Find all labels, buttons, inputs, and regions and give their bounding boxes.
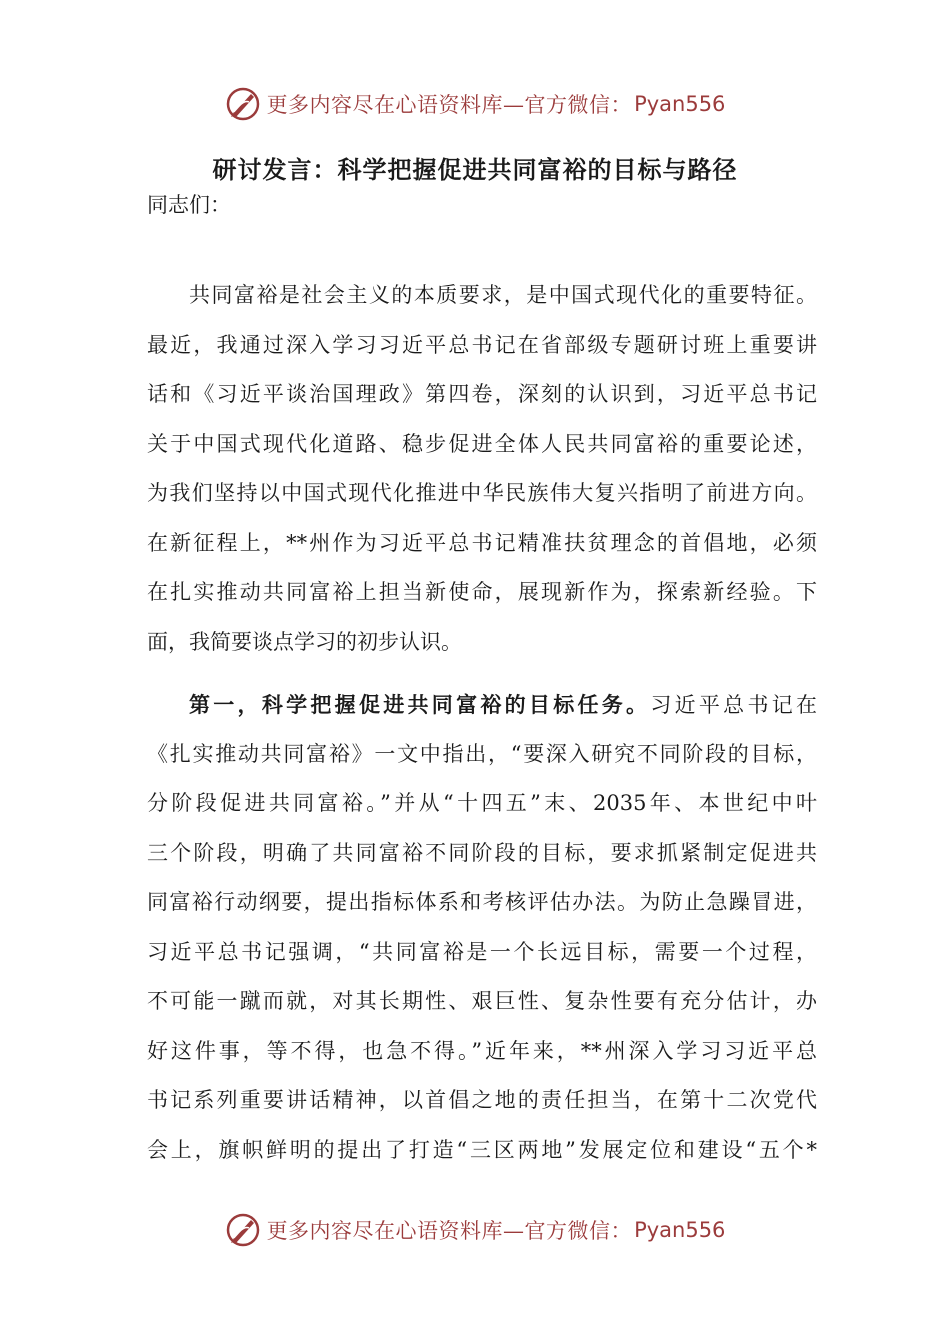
paragraph-line: 为我们坚持以中国式现代化推进中华民族伟大复兴指明了前进方向。	[147, 481, 817, 505]
paragraph-line: 不可能一蹴而就，对其长期性、艰巨性、复杂性要有充分估计，办	[147, 989, 817, 1013]
paragraph-line: 习近平总书记强调，“共同富裕是一个长远目标，需要一个过程，	[147, 939, 817, 964]
paragraph-line: 话和《习近平谈治国理政》第四卷，深刻的认识到，习近平总书记	[147, 382, 817, 406]
banner-text: 更多内容尽在心语资料库—官方微信：	[266, 93, 633, 117]
paragraph-line: 在扎实推动共同富裕上担当新使命，展现新作为，探索新经验。下	[147, 580, 817, 604]
paragraph-line: 共同富裕是社会主义的本质要求，是中国式现代化的重要特征。	[189, 283, 817, 307]
paragraph-line: 同富裕行动纲要，提出指标体系和考核评估办法。为防止急躁冒进，	[147, 890, 817, 914]
document-title: 研讨发言：科学把握促进共同富裕的目标与路径	[212, 155, 738, 184]
paragraph-first-line	[147, 680, 817, 730]
pen-logo-icon	[225, 86, 261, 122]
banner-wechat-id: Pyan556	[634, 92, 726, 116]
salutation: 同志们：	[147, 193, 231, 217]
paragraph-line: 书记系列重要讲话精神，以首倡之地的责任担当，在第十二次党代	[147, 1088, 817, 1112]
paragraph-line: 三个阶段，明确了共同富裕不同阶段的目标，要求抓紧制定促进共	[147, 840, 817, 865]
paragraph-line: 好这件事，等不得，也急不得。”近年来，**州深入学习习近平总	[147, 1038, 817, 1063]
paragraph-line: 关于中国式现代化道路、稳步促进全体人民共同富裕的重要论述，	[147, 431, 817, 456]
footer-watermark-banner	[0, 1208, 950, 1252]
paragraph-2	[147, 680, 817, 1175]
paragraph-line: 最近，我通过深入学习习近平总书记在省部级专题研讨班上重要讲	[147, 332, 817, 357]
paragraph-line: 分阶段促进共同富裕。”并从“十四五”末、2035年、本世纪中叶	[147, 791, 817, 815]
paragraph-line: 会上，旗帜鲜明的提出了打造“三区两地”发展定位和建设“五个*	[147, 1137, 817, 1162]
paragraph-lead-heading: 第一，科学把握促进共同富裕的目标任务。	[189, 692, 651, 717]
paragraph-line-rest: 习近平总书记在	[650, 693, 818, 717]
banner-text: 更多内容尽在心语资料库—官方微信：	[266, 1219, 633, 1243]
paragraph-line: 在新征程上，**州作为习近平总书记精准扶贫理念的首倡地，必须	[147, 530, 817, 555]
pen-logo-icon	[225, 1212, 261, 1248]
paragraph-line: 面，我简要谈点学习的初步认识。	[147, 629, 462, 654]
banner-wechat-id: Pyan556	[634, 1218, 726, 1242]
header-watermark-banner	[0, 82, 950, 126]
paragraph-line: 《扎实推动共同富裕》一文中指出，“要深入研究不同阶段的目标，	[147, 741, 817, 766]
paragraph-1	[147, 271, 817, 667]
